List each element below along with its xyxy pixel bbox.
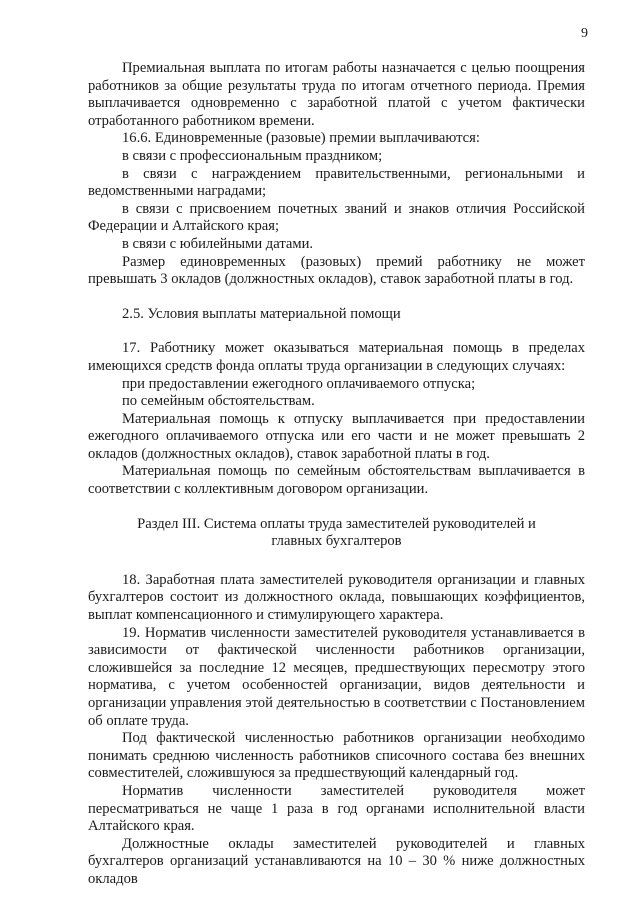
paragraph: Норматив численности заместителей руководителя может пересматриваться не чаще 1 раза в год органами исполнительной власти Алтайского края.: [88, 782, 585, 835]
paragraph: Материальная помощь по семейным обстоятельствам выплачивается в соответствии с коллективным договором организации.: [88, 463, 585, 498]
paragraph: Премиальная выплата по итогам работы назначается с целью поощрения работников за общие результаты труда по итогам отчетного периода. Премия выплачивается одновременно с заработной платой с учетом фактически отработанного работником времени.: [88, 60, 585, 129]
paragraph: Размер единовременных (разовых) премий работнику не может превышать 3 окладов (должностных окладов), ставок заработной платы в год.: [88, 253, 585, 288]
document-body: [88, 60, 585, 889]
section-heading-line: Раздел III. Система оплаты труда заместителей руководителей и: [137, 515, 536, 532]
paragraph: Должностные оклады заместителей руководителей и главных бухгалтеров организаций устанавливаются на 10 – 30 % ниже должностных окладов: [88, 835, 585, 887]
list-item: в связи с профессиональным праздником;: [122, 147, 383, 164]
list-item: в связи с юбилейными датами.: [122, 235, 314, 252]
list-item: в связи с присвоением почетных званий и знаков отличия Российской Федерации и Алтайского края;: [88, 200, 585, 235]
list-item: в связи с награждением правительственными, региональными и ведомственными наградами;: [88, 165, 585, 200]
subsection-heading: 2.5. Условия выплаты материальной помощи: [122, 305, 401, 322]
paragraph: Под фактической численностью работников организации необходимо понимать среднюю численность работников списочного состава без внешних совместителей, сложившуюся за предшествующий календарный год.: [88, 730, 585, 782]
paragraph: Материальная помощь к отпуску выплачивается при предоставлении ежегодного оплачиваемого отпуска или его части и не может превышать 2 окладов (должностных окладов), ставок заработной платы в год.: [88, 410, 585, 462]
list-item: по семейным обстоятельствам.: [122, 393, 315, 410]
paragraph: 19. Норматив численности заместителей руководителя устанавливается в зависимости от фактической численности работников организации, сложившейся за последние 12 месяцев, предшествующих пересмотру этого норматива, с учетом особенностей организации, видов деятельности и организации управления этой деятельностью в соответствии с Постановлением об оплате труда.: [88, 624, 585, 729]
section-heading-line: главных бухгалтеров: [271, 533, 402, 550]
paragraph: 16.6. Единовременные (разовые) премии выплачиваются:: [122, 130, 480, 147]
section-heading: [88, 516, 585, 551]
page-number: 9: [581, 26, 588, 41]
list-item: при предоставлении ежегодного оплачиваемого отпуска;: [122, 375, 476, 392]
paragraph: 18. Заработная плата заместителей руководителя организации и главных бухгалтеров состоит из должностного оклада, повышающих коэффициентов, выплат компенсационного и стимулирующего характера.: [88, 571, 585, 624]
paragraph: 17. Работнику может оказываться материальная помощь в пределах имеющихся средств фонда оплаты труда организации в следующих случаях:: [88, 340, 585, 374]
